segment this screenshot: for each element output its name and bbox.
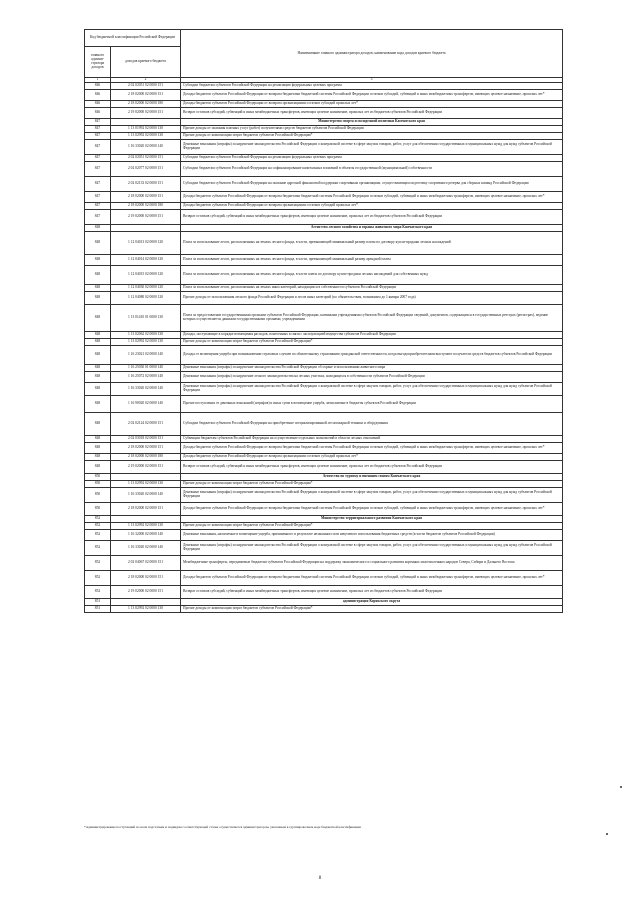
income-code-cell: 2 02 02124 02 0000 151 — [111, 413, 181, 436]
table-row — [85, 232, 563, 255]
admin-code-cell: 852 — [85, 523, 111, 530]
admin-code-cell: 848 — [85, 339, 111, 346]
column-number-3: 3 — [181, 78, 563, 83]
table-row — [85, 210, 563, 225]
admin-code-cell: 848 — [85, 372, 111, 383]
income-code-cell: 2 02 02051 02 0000 151 — [111, 83, 181, 90]
admin-code-cell: 848 — [85, 461, 111, 474]
name-cell: Денежные взыскания (штрафы) за нарушение законодательства Российской Федерации о контрактной системе в сфере закупок товаров, работ, услуг для обеспечения государственных и муниципальных нужд для нужд субъектов Российской Федерации — [181, 488, 563, 503]
name-cell: Доходы бюджетов субъектов Российской Федерации от возврата организациями остатков субсидий прошлых лет* — [181, 101, 563, 108]
name-cell: Доходы, поступающие в порядке возмещения расходов, понесенных в связи с эксплуатацией имущества субъектов Российской Федерации — [181, 332, 563, 339]
name-cell: Плата за использование лесов, расположенных на землях лесного фонда, в части, превышающей минимальный размер арендной платы — [181, 255, 563, 266]
name-cell: Субсидии бюджетам субъектов Российской Федерации на приобретение специализированной лесопожарной техники и оборудования — [181, 413, 563, 436]
admin-code-cell: 852 — [85, 541, 111, 556]
table-row — [85, 266, 563, 285]
admin-code-cell: 851 — [85, 606, 111, 613]
table-row — [85, 606, 563, 613]
name-cell: Министерство спорта и молодежной политики Камчатского края — [181, 119, 563, 126]
name-cell: Министерство территориального развития Камчатского края — [181, 516, 563, 523]
table-row — [85, 339, 563, 346]
name-cell: Прочие доходы от компенсации затрат бюджетов субъектов Российской Федерации* — [181, 606, 563, 613]
admin-code-cell: 847 — [85, 177, 111, 192]
scan-speck — [606, 833, 608, 835]
admin-code-cell: 852 — [85, 571, 111, 586]
name-cell: Денежные взыскания (штрафы) за нарушение законодательства Российской Федерации о контрактной системе в сфере закупок товаров, работ, услуг для обеспечения государственных и муниципальных нужд для нужд субъектов Российской Федерации — [181, 541, 563, 556]
income-code-cell: 2 18 02000 02 0000 180 — [111, 454, 181, 461]
income-code-cell: 2 18 02000 02 0000 151 — [111, 443, 181, 454]
income-code-cell — [111, 225, 181, 232]
section-row — [85, 119, 563, 126]
name-cell: Межбюджетные трансферты, передаваемые бюджетам субъектов Российской Федерации на поддержку экономического и социального развития коренных малочисленных народов Севера, Сибири и Дальнего Востока — [181, 556, 563, 571]
admin-code-cell: 847 — [85, 162, 111, 177]
admin-code-cell: 848 — [85, 443, 111, 454]
admin-code-cell: 847 — [85, 126, 111, 133]
scan-speck — [620, 786, 622, 788]
name-cell: Возврат остатков субсидий, субвенций и иных межбюджетных трансфертов, имеющих целевое назначение, прошлых лет из бюджетов субъектов Российской Федерации — [181, 586, 563, 599]
admin-code-cell: 848 — [85, 232, 111, 255]
admin-code-cell: 850 — [85, 474, 111, 481]
name-cell: Доходы бюджетов субъектов Российской Федерации от возврата бюджетами бюджетной системы Российской Федерации остатков субсидий, субвенций и иных межбюджетных трансфертов, имеющих целевое назначение, прошлых лет* — [181, 192, 563, 203]
income-code-cell — [111, 119, 181, 126]
income-code-cell: 1 13 02062 02 0000 130 — [111, 332, 181, 339]
income-code-cell: 1 12 04015 02 0000 120 — [111, 266, 181, 285]
income-code-cell: 1 16 33020 02 0000 140 — [111, 541, 181, 556]
admin-code-cell: 848 — [85, 436, 111, 443]
table-row — [85, 365, 563, 372]
income-code-cell: 2 19 02000 02 0000 151 — [111, 586, 181, 599]
table-row — [85, 133, 563, 140]
name-cell: Прочие доходы от оказания платных услуг (работ) получателями средств бюджетов субъектов Российской Федерации — [181, 126, 563, 133]
table-row — [85, 83, 563, 90]
name-cell: Доходы бюджетов субъектов Российской Федерации от возврата бюджетами бюджетной системы Российской Федерации остатков субсидий, субвенций и иных межбюджетных трансфертов, имеющих целевое назначение, прошлых лет* — [181, 571, 563, 586]
name-cell: Прочие доходы от использования лесного фонда Российской Федерации и лесов иных категорий (по обязательствам, возникшим до 1 января 2007 года) — [181, 292, 563, 305]
table-row — [85, 255, 563, 266]
income-code-cell: 1 13 01992 02 0000 130 — [111, 126, 181, 133]
name-cell: Субвенции бюджетам субъектов Российской Федерации на осуществление отдельных полномочий в области лесных отношений — [181, 436, 563, 443]
admin-code-cell: 848 — [85, 346, 111, 365]
admin-code-cell: 846 — [85, 108, 111, 119]
income-code-cell: 1 16 25072 02 0000 140 — [111, 372, 181, 383]
table-row — [85, 177, 563, 192]
name-cell: Денежные взыскания, налагаемые в возмещение ущерба, причиненного в результате незаконного или нецелевого использования бюджетных средств (в части бюджетов субъектов Российской Федерации) — [181, 530, 563, 541]
table-row — [85, 523, 563, 530]
name-cell: Плата за предоставление государственными органами субъектов Российской Федерации, казенными учреждениями субъектов Российской Федерации сведений, документов, содержащихся в государственных реестрах (регистрах), ведение которых осуществляется данными государственными органами, учреждениями — [181, 305, 563, 332]
name-cell: Денежные взыскания (штрафы) за нарушение лесного законодательства на лесных участках, находящихся в собственности субъектов Российской Федерации — [181, 372, 563, 383]
table-row — [85, 203, 563, 210]
name-cell: Агентство лесного хозяйства и охраны животного мира Камчатского края — [181, 225, 563, 232]
table-row — [85, 90, 563, 101]
column-number-1: 1 — [85, 78, 111, 83]
income-code-cell: 1 12 04080 02 0000 120 — [111, 292, 181, 305]
income-code-cell — [111, 599, 181, 606]
name-cell: Прочие доходы от компенсации затрат бюджетов субъектов Российской Федерации* — [181, 133, 563, 140]
admin-code-cell: 852 — [85, 516, 111, 523]
table-row — [85, 556, 563, 571]
admin-code-cell: 847 — [85, 155, 111, 162]
table-row — [85, 305, 563, 332]
table-header-row — [85, 30, 563, 47]
table-body — [85, 83, 563, 613]
admin-code-cell: 848 — [85, 413, 111, 436]
header-admin-column: главного админи-стратора доходов — [85, 47, 111, 78]
income-code-cell: 1 13 02992 02 0000 130 — [111, 606, 181, 613]
table-row — [85, 285, 563, 292]
table-row — [85, 101, 563, 108]
admin-code-cell: 846 — [85, 101, 111, 108]
table-row — [85, 488, 563, 503]
admin-code-cell: 847 — [85, 203, 111, 210]
name-cell: Агентство по туризму и внешним связям Камчатского края — [181, 474, 563, 481]
name-cell: Доходы бюджетов субъектов Российской Федерации от возврата бюджетами бюджетной системы Российской Федерации остатков субсидий, субвенций и иных межбюджетных трансфертов, имеющих целевое назначение, прошлых лет* — [181, 443, 563, 454]
table-row — [85, 192, 563, 203]
income-code-cell — [111, 474, 181, 481]
income-code-cell: 1 16 90020 02 0000 140 — [111, 396, 181, 413]
header-group-label: Код бюджетной классификации Российской Федерации — [85, 30, 181, 47]
table-row — [85, 396, 563, 413]
admin-code-cell: 847 — [85, 119, 111, 126]
income-code-cell: 1 16 32000 02 0000 140 — [111, 530, 181, 541]
name-cell: Денежные взыскания (штрафы) за нарушение законодательства Российской Федерации о контрактной системе в сфере закупок товаров, работ, услуг для обеспечения государственных и муниципальных нужд для нужд субъектов Российской Федерации — [181, 140, 563, 155]
admin-code-cell: 847 — [85, 192, 111, 203]
admin-code-cell: 848 — [85, 332, 111, 339]
income-code-cell: 2 02 02077 02 0000 151 — [111, 162, 181, 177]
income-code-cell: 2 18 02000 02 0000 180 — [111, 203, 181, 210]
table-row — [85, 140, 563, 155]
name-cell: Доходы от возмещения ущерба при возникновении страховых случаев по обязательному страхованию гражданской ответственности, когда выгодоприобретателями выступают получатели средств бюджетов субъектов Российской Федерации — [181, 346, 563, 365]
table-row — [85, 346, 563, 365]
admin-code-cell: 848 — [85, 383, 111, 396]
column-number-2: 2 — [111, 78, 181, 83]
admin-code-cell: 848 — [85, 255, 111, 266]
name-cell: Доходы бюджетов субъектов Российской Федерации от возврата бюджетами бюджетной системы Российской Федерации остатков субсидий, субвенций и иных межбюджетных трансфертов, имеющих целевое назначение, прошлых лет* — [181, 90, 563, 101]
section-row — [85, 516, 563, 523]
admin-code-cell: 850 — [85, 481, 111, 488]
name-cell: Прочие доходы от компенсации затрат бюджетов субъектов Российской Федерации* — [181, 523, 563, 530]
name-cell: Субсидии бюджетам субъектов Российской Федерации на оказание адресной финансовой поддержки спортивным организациям, осуществляющим подготовку спортивного резерва для сборных команд Российской Федерации — [181, 177, 563, 192]
income-code-cell: 2 02 02051 02 0000 151 — [111, 155, 181, 162]
income-code-cell: 2 19 02000 02 0000 151 — [111, 461, 181, 474]
name-cell: Плата за использование лесов, расположенных на землях лесного фонда, в части платы по договору купли-продажи лесных насаждений для собственных нужд — [181, 266, 563, 285]
name-cell: Денежные взыскания (штрафы) за нарушение законодательства Российской Федерации о контрактной системе в сфере закупок товаров, работ, услуг для обеспечения государственных и муниципальных нужд для нужд субъектов Российской Федерации — [181, 383, 563, 396]
admin-code-cell: 847 — [85, 210, 111, 225]
admin-code-cell: 848 — [85, 292, 111, 305]
admin-code-cell: 848 — [85, 266, 111, 285]
income-code-cell: 1 13 01410 01 0000 130 — [111, 305, 181, 332]
income-code-cell: 2 02 02133 02 0000 151 — [111, 177, 181, 192]
income-code-cell: 1 12 04014 02 0000 120 — [111, 255, 181, 266]
name-cell: Субсидии бюджетам субъектов Российской Федерации на реализацию федеральных целевых программ — [181, 155, 563, 162]
admin-code-cell: 848 — [85, 225, 111, 232]
table-row — [85, 413, 563, 436]
admin-code-cell: 850 — [85, 503, 111, 516]
income-code-cell: 1 13 02992 02 0000 130 — [111, 481, 181, 488]
income-code-cell: 2 19 02000 02 0000 151 — [111, 210, 181, 225]
income-code-cell: 1 13 02992 02 0000 130 — [111, 133, 181, 140]
table-row — [85, 443, 563, 454]
admin-code-cell: 852 — [85, 586, 111, 599]
income-code-cell — [111, 516, 181, 523]
name-cell: администрация Корякского округа — [181, 599, 563, 606]
header-income-column: доходов краевого бюджета — [111, 47, 181, 78]
admin-code-cell: 848 — [85, 454, 111, 461]
name-cell: Доходы бюджетов субъектов Российской Федерации от возврата организациями остатков субсидий прошлых лет* — [181, 203, 563, 210]
table-row — [85, 571, 563, 586]
name-cell: Субсидии бюджетам субъектов Российской Федерации на реализацию федеральных целевых программ — [181, 83, 563, 90]
income-code-cell: 1 13 02992 02 0000 130 — [111, 523, 181, 530]
table-row — [85, 162, 563, 177]
income-code-cell: 2 02 04067 02 0000 151 — [111, 556, 181, 571]
table-row — [85, 332, 563, 339]
admin-code-cell: 850 — [85, 488, 111, 503]
name-cell: Прочие доходы от компенсации затрат бюджетов субъектов Российской Федерации* — [181, 481, 563, 488]
name-cell: Прочие поступления от денежных взысканий (штрафов) и иных сумм в возмещение ущерба, зачисляемые в бюджеты субъектов Российской Федерации — [181, 396, 563, 413]
admin-code-cell: 846 — [85, 90, 111, 101]
admin-code-cell: 848 — [85, 285, 111, 292]
income-code-cell: 1 12 04013 02 0000 120 — [111, 232, 181, 255]
name-cell: Плата за использование лесов, расположенных на землях иных категорий, находящихся в собственности субъектов Российской Федерации — [181, 285, 563, 292]
admin-code-cell: 848 — [85, 305, 111, 332]
income-code-cell: 1 16 25030 01 0000 140 — [111, 365, 181, 372]
admin-code-cell: 847 — [85, 140, 111, 155]
name-cell: Прочие доходы от компенсации затрат бюджетов субъектов Российской Федерации* — [181, 339, 563, 346]
income-code-cell: 1 16 33020 02 0000 140 — [111, 140, 181, 155]
admin-code-cell: 851 — [85, 599, 111, 606]
income-code-cell: 1 13 02992 02 0000 130 — [111, 339, 181, 346]
income-code-cell: 1 16 23021 02 0000 140 — [111, 346, 181, 365]
table-row — [85, 108, 563, 119]
name-cell: Возврат остатков субсидий, субвенций и иных межбюджетных трансфертов, имеющих целевое назначение, прошлых лет из бюджетов субъектов Российской Федерации — [181, 108, 563, 119]
name-cell: Возврат остатков субсидий, субвенций и иных межбюджетных трансфертов, имеющих целевое назначение, прошлых лет из бюджетов субъектов Российской Федерации — [181, 461, 563, 474]
section-row — [85, 474, 563, 481]
income-code-cell: 2 18 02000 02 0000 151 — [111, 571, 181, 586]
admin-code-cell: 852 — [85, 556, 111, 571]
income-code-cell: 1 16 33020 02 0000 140 — [111, 383, 181, 396]
table-row — [85, 503, 563, 516]
table-row — [85, 481, 563, 488]
table-row — [85, 292, 563, 305]
admin-code-cell: 846 — [85, 83, 111, 90]
income-code-cell: 1 16 33020 02 0000 140 — [111, 488, 181, 503]
income-code-cell: 2 18 02000 02 0000 180 — [111, 101, 181, 108]
page-number: 8 — [318, 876, 322, 881]
income-code-cell: 1 12 04030 02 0000 120 — [111, 285, 181, 292]
name-cell: Доходы бюджетов субъектов Российской Федерации от возврата организациями остатков субсидий прошлых лет* — [181, 454, 563, 461]
admin-code-cell: 848 — [85, 365, 111, 372]
income-code-cell: 2 02 03018 02 0000 151 — [111, 436, 181, 443]
name-cell: Денежные взыскания (штрафы) за нарушение законодательства Российской Федерации об охране и использовании животного мира — [181, 365, 563, 372]
section-row — [85, 225, 563, 232]
table-row — [85, 436, 563, 443]
table-row — [85, 372, 563, 383]
admin-code-cell: 847 — [85, 133, 111, 140]
table-row — [85, 541, 563, 556]
table-row — [85, 155, 563, 162]
table-row — [85, 461, 563, 474]
name-cell: Доходы бюджетов субъектов Российской Федерации от возврата бюджетами бюджетной системы Российской Федерации остатков субсидий, субвенций и иных межбюджетных трансфертов, имеющих целевое назначение, прошлых лет* — [181, 503, 563, 516]
table-row — [85, 383, 563, 396]
income-code-cell: 2 18 02000 02 0000 151 — [111, 90, 181, 101]
header-name-column: Наименование главного администратора доходов, наименование кода доходов краевого бюджета — [181, 30, 563, 78]
name-cell: Субсидии бюджетам субъектов Российской Федерации на софинансирование капитальных вложений в объекты государственной (муниципальной) собственности — [181, 162, 563, 177]
table-row — [85, 530, 563, 541]
section-row — [85, 599, 563, 606]
table-row — [85, 126, 563, 133]
name-cell: Возврат остатков субсидий, субвенций и иных межбюджетных трансфертов, имеющих целевое назначение, прошлых лет из бюджетов субъектов Российской Федерации — [181, 210, 563, 225]
table-row — [85, 586, 563, 599]
admin-code-cell: 848 — [85, 396, 111, 413]
footnote: *Администрирование поступлений по всем подстатьям и подвидам соответствующей статьи осуществляется администратором, указанным в группировочном коде бюджетной классификации — [84, 825, 361, 829]
revenue-codes-table — [84, 29, 563, 613]
admin-code-cell: 852 — [85, 530, 111, 541]
income-code-cell: 2 18 02000 02 0000 151 — [111, 503, 181, 516]
name-cell: Плата за использование лесов, расположенных на землях лесного фонда, в части, превышающей минимальный размер платы по договору купли-продажи лесных насаждений — [181, 232, 563, 255]
income-code-cell: 2 18 02000 02 0000 151 — [111, 192, 181, 203]
income-code-cell: 2 19 02000 02 0000 151 — [111, 108, 181, 119]
table-row — [85, 454, 563, 461]
